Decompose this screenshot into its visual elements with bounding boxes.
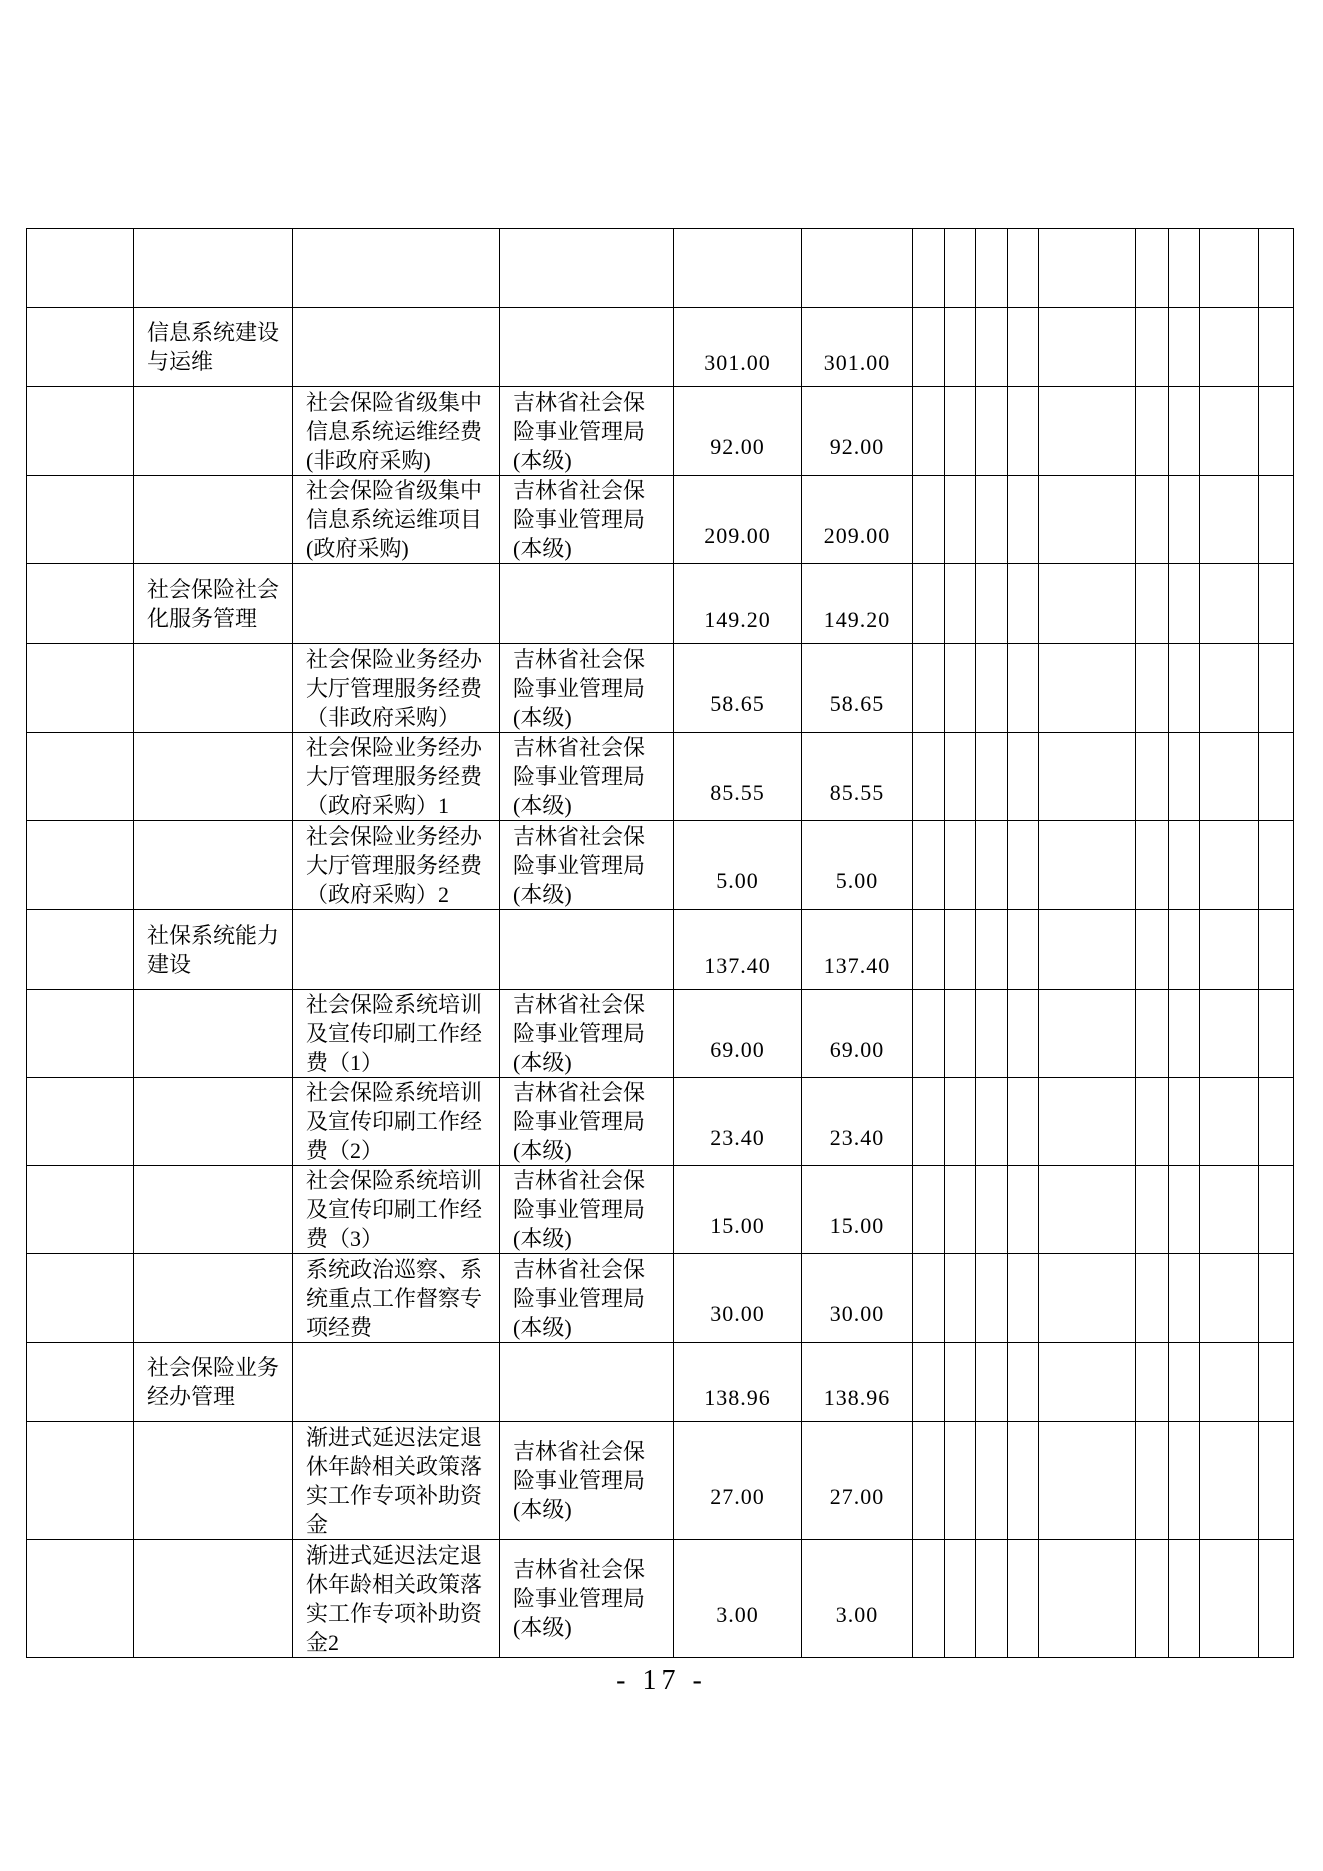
empty-cell: [1008, 229, 1039, 308]
empty-cell: [1259, 1254, 1294, 1343]
amount-cell: 27.00: [674, 1422, 802, 1540]
amount-cell: 138.96: [802, 1343, 913, 1422]
empty-cell: [976, 387, 1008, 476]
empty-cell: [1039, 1166, 1136, 1254]
empty-cell: [1136, 1078, 1169, 1166]
empty-cell: [1169, 1254, 1200, 1343]
empty-cell: [1259, 733, 1294, 821]
empty-cell: [1039, 564, 1136, 644]
unit-cell: [500, 990, 674, 1078]
project-cell: [293, 476, 500, 564]
category-cell: [134, 1343, 293, 1422]
empty-cell: [913, 821, 945, 910]
empty-cell: [1259, 821, 1294, 910]
empty-cell: [27, 229, 134, 308]
unit-cell: [500, 1078, 674, 1166]
empty-cell: [976, 564, 1008, 644]
empty-cell: [1169, 1166, 1200, 1254]
empty-cell: [1008, 990, 1039, 1078]
empty-cell: [1200, 308, 1259, 387]
empty-cell: [1169, 733, 1200, 821]
empty-cell: [134, 1422, 293, 1540]
unit-text: 吉林省社会保险事业管理局(本级): [513, 1168, 646, 1251]
amount-cell: 69.00: [674, 990, 802, 1078]
empty-cell: [945, 1540, 976, 1658]
amount-cell: 27.00: [802, 1422, 913, 1540]
table-row: [27, 1254, 1294, 1343]
unit-cell: [500, 821, 674, 910]
empty-cell: [293, 229, 500, 308]
unit-text: 吉林省社会保险事业管理局(本级): [513, 478, 646, 561]
project-text: 社会保险系统培训及宣传印刷工作经费（3）: [306, 1168, 483, 1251]
empty-cell: [1008, 1343, 1039, 1422]
empty-cell: [293, 308, 500, 387]
table-row: [27, 1343, 1294, 1422]
table-row: [27, 1166, 1294, 1254]
empty-cell: [1259, 1540, 1294, 1658]
project-cell: [293, 1254, 500, 1343]
project-text: 社会保险省级集中信息系统运维经费(非政府采购): [306, 389, 483, 473]
unit-text: 吉林省社会保险事业管理局(本级): [513, 823, 646, 907]
empty-cell: [976, 990, 1008, 1078]
empty-cell: [913, 1078, 945, 1166]
empty-cell: [134, 476, 293, 564]
table-row: [27, 990, 1294, 1078]
empty-cell: [945, 733, 976, 821]
empty-cell: [1169, 229, 1200, 308]
table-body: [27, 229, 1294, 1658]
empty-cell: [1136, 1166, 1169, 1254]
empty-cell: [1200, 1078, 1259, 1166]
empty-cell: [1136, 1343, 1169, 1422]
empty-cell: [945, 821, 976, 910]
empty-cell: [1200, 564, 1259, 644]
empty-cell: [913, 1540, 945, 1658]
empty-cell: [500, 910, 674, 990]
empty-cell: [945, 1078, 976, 1166]
empty-cell: [913, 387, 945, 476]
amount-cell: 137.40: [674, 910, 802, 990]
empty-cell: [27, 1540, 134, 1658]
empty-cell: [27, 644, 134, 733]
empty-cell: [1259, 1166, 1294, 1254]
category-text: 社保系统能力建设: [147, 922, 280, 977]
empty-cell: [1039, 1422, 1136, 1540]
unit-text: 吉林省社会保险事业管理局(本级): [513, 992, 646, 1075]
empty-cell: [976, 1166, 1008, 1254]
amount-cell: 301.00: [674, 308, 802, 387]
empty-cell: [913, 910, 945, 990]
empty-cell: [134, 990, 293, 1078]
amount-cell: 149.20: [674, 564, 802, 644]
empty-cell: [945, 476, 976, 564]
empty-cell: [1039, 910, 1136, 990]
empty-cell: [1259, 564, 1294, 644]
empty-cell: [27, 1422, 134, 1540]
empty-cell: [1169, 1078, 1200, 1166]
project-text: 渐进式延迟法定退休年龄相关政策落实工作专项补助资金2: [306, 1542, 483, 1655]
project-text: 社会保险省级集中信息系统运维项目(政府采购): [306, 478, 483, 561]
table-row: [27, 476, 1294, 564]
project-cell: [293, 1422, 500, 1540]
empty-cell: [1200, 1343, 1259, 1422]
amount-cell: 85.55: [802, 733, 913, 821]
empty-cell: [802, 229, 913, 308]
project-cell: [293, 644, 500, 733]
amount-cell: 137.40: [802, 910, 913, 990]
table-row: [27, 387, 1294, 476]
empty-cell: [27, 1343, 134, 1422]
empty-cell: [1259, 476, 1294, 564]
empty-cell: [27, 476, 134, 564]
empty-cell: [1136, 564, 1169, 644]
amount-cell: 58.65: [674, 644, 802, 733]
empty-cell: [1169, 821, 1200, 910]
unit-cell: [500, 733, 674, 821]
table-row: [27, 821, 1294, 910]
unit-cell: [500, 1254, 674, 1343]
amount-cell: 23.40: [802, 1078, 913, 1166]
amount-cell: 3.00: [802, 1540, 913, 1658]
empty-cell: [1136, 387, 1169, 476]
empty-cell: [976, 1343, 1008, 1422]
empty-cell: [945, 644, 976, 733]
project-text: 社会保险业务经办大厅管理服务经费（政府采购）2: [306, 823, 483, 907]
table-row: [27, 1078, 1294, 1166]
empty-cell: [1259, 1078, 1294, 1166]
empty-cell: [1169, 1540, 1200, 1658]
unit-text: 吉林省社会保险事业管理局(本级): [513, 389, 646, 473]
empty-cell: [27, 821, 134, 910]
empty-cell: [1039, 387, 1136, 476]
amount-cell: 69.00: [802, 990, 913, 1078]
empty-cell: [945, 990, 976, 1078]
empty-cell: [1039, 1254, 1136, 1343]
empty-cell: [134, 1078, 293, 1166]
empty-cell: [1169, 476, 1200, 564]
empty-cell: [976, 1078, 1008, 1166]
empty-cell: [500, 229, 674, 308]
empty-cell: [1200, 990, 1259, 1078]
empty-cell: [913, 308, 945, 387]
unit-text: 吉林省社会保险事业管理局(本级): [513, 735, 646, 818]
empty-cell: [1136, 476, 1169, 564]
empty-cell: [1200, 387, 1259, 476]
empty-cell: [913, 644, 945, 733]
empty-cell: [913, 1422, 945, 1540]
empty-cell: [293, 564, 500, 644]
empty-cell: [1259, 387, 1294, 476]
empty-cell: [1136, 1254, 1169, 1343]
empty-cell: [134, 644, 293, 733]
empty-cell: [976, 821, 1008, 910]
empty-cell: [1200, 1166, 1259, 1254]
empty-cell: [976, 1254, 1008, 1343]
amount-cell: 3.00: [674, 1540, 802, 1658]
empty-cell: [1039, 476, 1136, 564]
empty-cell: [1259, 644, 1294, 733]
empty-cell: [913, 990, 945, 1078]
project-cell: [293, 1540, 500, 1658]
empty-cell: [674, 229, 802, 308]
empty-cell: [1008, 308, 1039, 387]
category-text: 社会保险社会化服务管理: [147, 576, 280, 631]
project-cell: [293, 990, 500, 1078]
unit-text: 吉林省社会保险事业管理局(本级): [513, 1256, 646, 1340]
project-cell: [293, 1166, 500, 1254]
empty-cell: [945, 1254, 976, 1343]
empty-cell: [1200, 644, 1259, 733]
empty-cell: [293, 910, 500, 990]
empty-cell: [134, 821, 293, 910]
amount-cell: 15.00: [802, 1166, 913, 1254]
empty-cell: [500, 308, 674, 387]
data-table: [26, 228, 1294, 1658]
empty-cell: [1008, 1540, 1039, 1658]
empty-cell: [134, 1254, 293, 1343]
empty-cell: [1169, 990, 1200, 1078]
project-cell: [293, 1078, 500, 1166]
empty-cell: [945, 564, 976, 644]
category-cell: [134, 308, 293, 387]
empty-cell: [976, 733, 1008, 821]
table-row: [27, 644, 1294, 733]
empty-cell: [27, 733, 134, 821]
empty-cell: [976, 1540, 1008, 1658]
category-cell: [134, 564, 293, 644]
empty-cell: [1136, 644, 1169, 733]
table-row: [27, 308, 1294, 387]
empty-cell: [1259, 229, 1294, 308]
empty-cell: [27, 387, 134, 476]
empty-cell: [1008, 387, 1039, 476]
project-cell: [293, 387, 500, 476]
empty-cell: [1200, 821, 1259, 910]
unit-cell: [500, 476, 674, 564]
amount-cell: 92.00: [674, 387, 802, 476]
empty-cell: [945, 387, 976, 476]
unit-text: 吉林省社会保险事业管理局(本级): [513, 1557, 646, 1640]
empty-cell: [134, 229, 293, 308]
amount-cell: 301.00: [802, 308, 913, 387]
page-number: - 17 -: [616, 1665, 707, 1696]
empty-cell: [134, 1166, 293, 1254]
amount-cell: 149.20: [802, 564, 913, 644]
empty-cell: [913, 733, 945, 821]
empty-cell: [1169, 910, 1200, 990]
unit-text: 吉林省社会保险事业管理局(本级): [513, 1080, 646, 1163]
empty-cell: [1008, 1254, 1039, 1343]
empty-cell: [913, 476, 945, 564]
empty-cell: [1169, 564, 1200, 644]
amount-cell: 5.00: [802, 821, 913, 910]
empty-cell: [1008, 733, 1039, 821]
empty-cell: [500, 1343, 674, 1422]
empty-cell: [27, 1166, 134, 1254]
project-cell: [293, 821, 500, 910]
empty-cell: [1008, 910, 1039, 990]
empty-cell: [1259, 1343, 1294, 1422]
empty-cell: [976, 308, 1008, 387]
empty-cell: [1169, 1422, 1200, 1540]
amount-cell: 58.65: [802, 644, 913, 733]
empty-cell: [945, 1166, 976, 1254]
empty-cell: [1259, 1422, 1294, 1540]
empty-cell: [1259, 910, 1294, 990]
table-row: [27, 910, 1294, 990]
empty-cell: [500, 564, 674, 644]
empty-cell: [913, 564, 945, 644]
project-text: 社会保险系统培训及宣传印刷工作经费（1）: [306, 992, 483, 1075]
category-text: 信息系统建设与运维: [147, 320, 280, 374]
unit-cell: [500, 644, 674, 733]
empty-cell: [945, 229, 976, 308]
empty-cell: [1136, 990, 1169, 1078]
empty-cell: [27, 990, 134, 1078]
empty-cell: [1200, 1422, 1259, 1540]
project-text: 社会保险业务经办大厅管理服务经费（非政府采购）: [306, 646, 483, 730]
amount-cell: 138.96: [674, 1343, 802, 1422]
empty-cell: [27, 564, 134, 644]
unit-cell: [500, 1422, 674, 1540]
empty-cell: [1039, 1540, 1136, 1658]
empty-cell: [293, 1343, 500, 1422]
empty-cell: [976, 644, 1008, 733]
empty-cell: [1169, 387, 1200, 476]
empty-cell: [1008, 476, 1039, 564]
empty-cell: [27, 910, 134, 990]
empty-cell: [1200, 229, 1259, 308]
table-row: [27, 1422, 1294, 1540]
empty-cell: [1008, 644, 1039, 733]
empty-cell: [134, 1540, 293, 1658]
empty-cell: [976, 229, 1008, 308]
empty-cell: [1039, 229, 1136, 308]
empty-cell: [1136, 821, 1169, 910]
amount-cell: 5.00: [674, 821, 802, 910]
empty-cell: [945, 910, 976, 990]
empty-cell: [27, 1254, 134, 1343]
empty-cell: [976, 476, 1008, 564]
unit-cell: [500, 387, 674, 476]
empty-cell: [1008, 821, 1039, 910]
unit-cell: [500, 1540, 674, 1658]
empty-cell: [1200, 476, 1259, 564]
category-text: 社会保险业务经办管理: [147, 1355, 280, 1409]
empty-cell: [1169, 644, 1200, 733]
empty-cell: [913, 1254, 945, 1343]
empty-cell: [1039, 1343, 1136, 1422]
project-text: 系统政治巡察、系统重点工作督察专项经费: [306, 1256, 483, 1340]
empty-cell: [1169, 1343, 1200, 1422]
table-row: [27, 229, 1294, 308]
amount-cell: 30.00: [802, 1254, 913, 1343]
empty-cell: [1039, 644, 1136, 733]
unit-text: 吉林省社会保险事业管理局(本级): [513, 646, 646, 730]
empty-cell: [1039, 308, 1136, 387]
empty-cell: [976, 910, 1008, 990]
empty-cell: [913, 1343, 945, 1422]
empty-cell: [1200, 733, 1259, 821]
empty-cell: [27, 308, 134, 387]
empty-cell: [1039, 733, 1136, 821]
empty-cell: [945, 308, 976, 387]
empty-cell: [1200, 910, 1259, 990]
empty-cell: [1136, 229, 1169, 308]
empty-cell: [945, 1422, 976, 1540]
empty-cell: [1200, 1540, 1259, 1658]
empty-cell: [1039, 1078, 1136, 1166]
empty-cell: [1136, 1540, 1169, 1658]
empty-cell: [134, 733, 293, 821]
amount-cell: 15.00: [674, 1166, 802, 1254]
project-cell: [293, 733, 500, 821]
empty-cell: [1039, 821, 1136, 910]
empty-cell: [1008, 1078, 1039, 1166]
unit-text: 吉林省社会保险事业管理局(本级): [513, 1439, 646, 1522]
empty-cell: [27, 1078, 134, 1166]
empty-cell: [1008, 1422, 1039, 1540]
empty-cell: [945, 1343, 976, 1422]
table-row: [27, 733, 1294, 821]
empty-cell: [913, 229, 945, 308]
empty-cell: [1200, 1254, 1259, 1343]
table-row: [27, 1540, 1294, 1658]
amount-cell: 92.00: [802, 387, 913, 476]
unit-cell: [500, 1166, 674, 1254]
empty-cell: [1169, 308, 1200, 387]
project-text: 社会保险业务经办大厅管理服务经费（政府采购）1: [306, 735, 483, 818]
empty-cell: [1039, 990, 1136, 1078]
table-row: [27, 564, 1294, 644]
empty-cell: [976, 1422, 1008, 1540]
project-text: 社会保险系统培训及宣传印刷工作经费（2）: [306, 1080, 483, 1163]
empty-cell: [1259, 990, 1294, 1078]
empty-cell: [1008, 564, 1039, 644]
empty-cell: [1259, 308, 1294, 387]
amount-cell: 30.00: [674, 1254, 802, 1343]
empty-cell: [1136, 1422, 1169, 1540]
empty-cell: [1136, 910, 1169, 990]
empty-cell: [1008, 1166, 1039, 1254]
empty-cell: [1136, 308, 1169, 387]
amount-cell: 23.40: [674, 1078, 802, 1166]
empty-cell: [1136, 733, 1169, 821]
empty-cell: [134, 387, 293, 476]
project-text: 渐进式延迟法定退休年龄相关政策落实工作专项补助资金: [306, 1424, 483, 1537]
amount-cell: 85.55: [674, 733, 802, 821]
amount-cell: 209.00: [802, 476, 913, 564]
amount-cell: 209.00: [674, 476, 802, 564]
empty-cell: [913, 1166, 945, 1254]
category-cell: [134, 910, 293, 990]
